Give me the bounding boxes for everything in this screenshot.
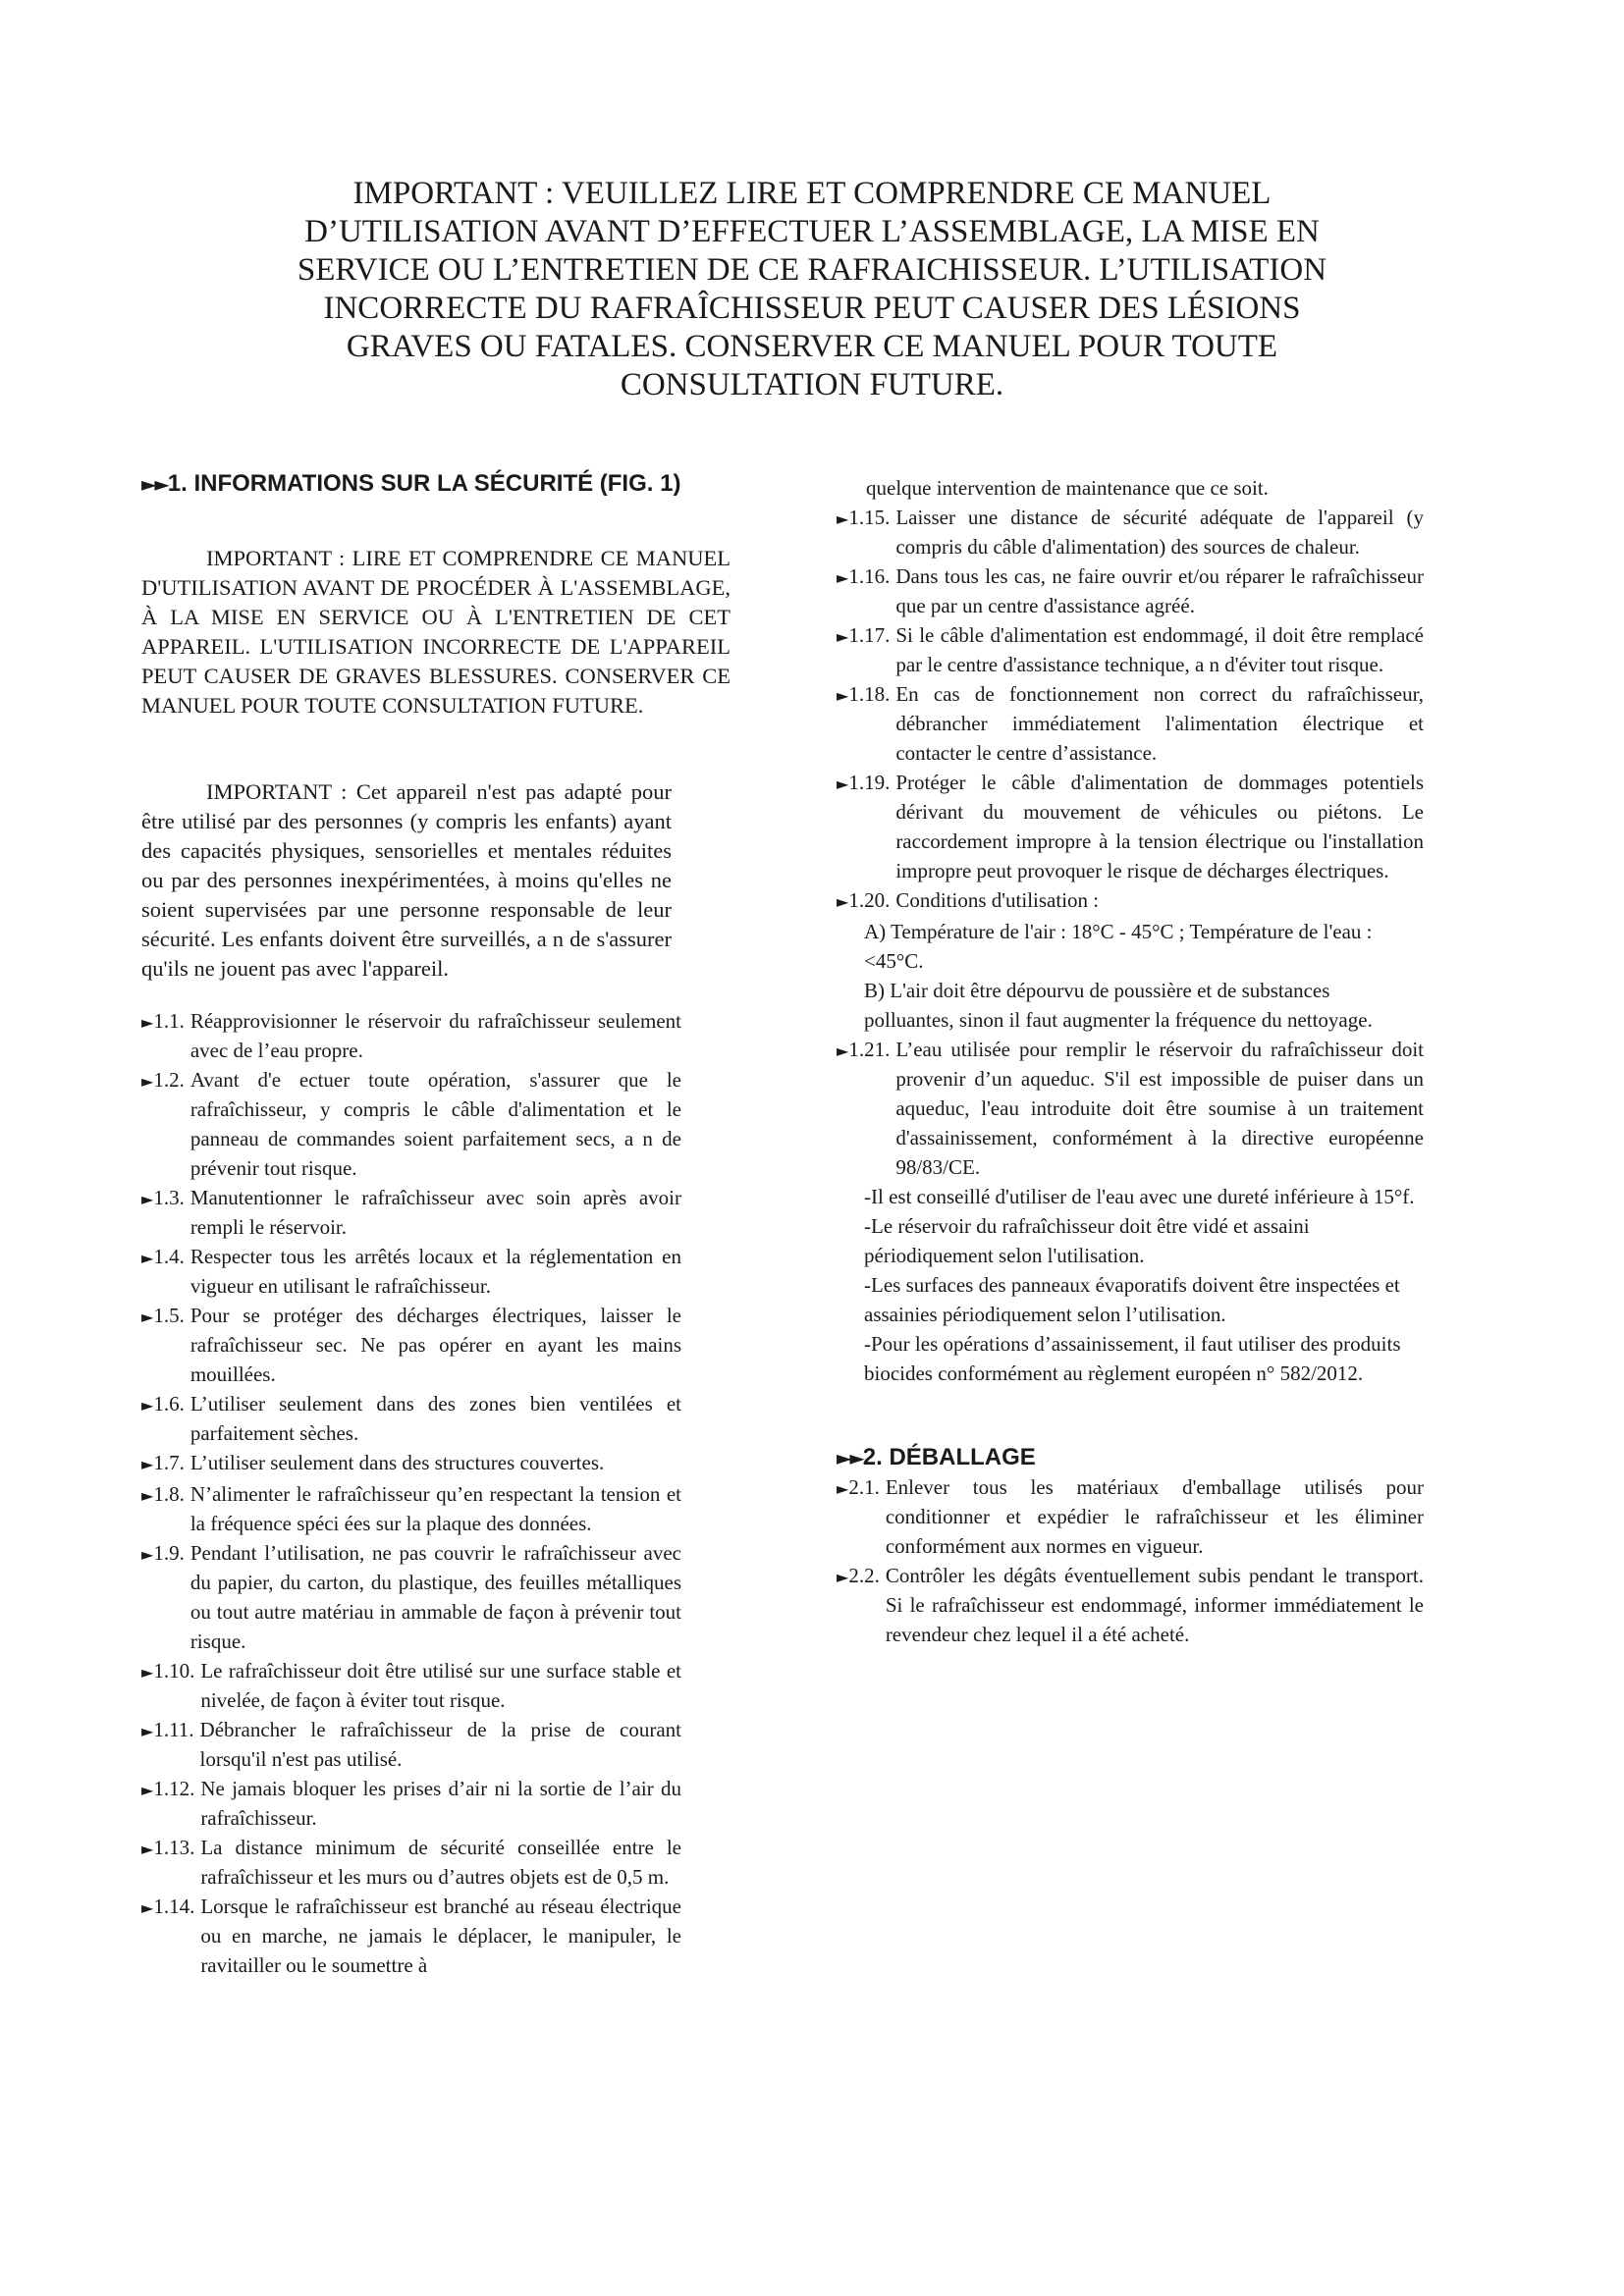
banner-line: GRAVES OU FATALES. CONSERVER CE MANUEL POUR TOUTE (346, 329, 1278, 364)
list-item: ►1.8. N’alimenter le rafraîchisseur qu’en respectant la tension et la fréquence spéci ées sur la plaque des données. (141, 1481, 681, 1535)
section-2-title: 2. DÉBALLAGE (862, 1444, 1036, 1470)
bullet-arrow-icon: ► (141, 1189, 154, 1208)
list-item: ►1.15. Laisser une distance de sécurité adéquate de l'appareil (y compris du câble d'alimentation) des sources de chaleur. (837, 506, 1424, 559)
bullet-arrow-icon: ► (837, 686, 849, 705)
list-item: ►1.9. Pendant l’utilisation, ne pas couvrir le rafraîchisseur avec du papier, du carton, du plastique, des feuilles métalliques ou tout autre matériau in ammable de façon à prévenir tout risque. (141, 1540, 681, 1653)
bullet-arrow-icon: ► (141, 1454, 154, 1473)
arrows-icon: ►► (837, 1446, 863, 1469)
condition-b: B) L'air doit être dépourvu de poussière et de substances polluantes, sinon il faut augmenter la fréquence du nettoyage. (864, 979, 1373, 1032)
left-column (141, 469, 731, 1980)
list-item: ►1.20. Conditions d'utilisation : (837, 888, 1100, 912)
bullet-arrow-icon: ► (837, 509, 849, 528)
banner-line: INCORRECTE DU RAFRAÎCHISSEUR PEUT CAUSER DES LÉSIONS (323, 291, 1301, 326)
list-item: ►1.14. Lorsque le rafraîchisseur est branché au réseau électrique ou en marche, ne jamais le déplacer, le manipuler, le ravitailler ou le soumettre à (141, 1894, 681, 1977)
bullet-arrow-icon: ► (141, 1780, 154, 1799)
section-2-heading (837, 1443, 1424, 1472)
bullet-arrow-icon: ► (141, 1662, 154, 1682)
bullet-arrow-icon: ► (837, 627, 849, 646)
list-item: ►1.1. Réapprovisionner le réservoir du rafraîchisseur seulement avec de l’eau propre. (141, 1008, 681, 1062)
list-item: ►2.1. Enlever tous les matériaux d'emballage utilisés pour conditionner et expédier le rafraîchisseur et les éliminer conformément aux normes en vigueur. (837, 1475, 1424, 1558)
list-item: ►1.10. Le rafraîchisseur doit être utilisé sur une surface stable et nivelée, de façon à éviter tout risque. (141, 1658, 681, 1712)
list-item: ►1.17. Si le câble d'alimentation est endommagé, il doit être remplacé par le centre d'assistance technique, a n d'éviter tout risque. (837, 623, 1424, 676)
bullet-arrow-icon: ► (837, 1041, 849, 1060)
item-1-14-continuation: quelque intervention de maintenance que ce soit. (866, 476, 1269, 500)
list-item: ►1.12. Ne jamais bloquer les prises d’air ni la sortie de l’air du rafraîchisseur. (141, 1776, 681, 1830)
bullet-arrow-icon: ► (141, 1485, 154, 1505)
list-item: ►2.2. Contrôler les dégâts éventuellement subis pendant le transport. Si le rafraîchisseur est endommagé, informer immédiatement le revendeur chez lequel il a été acheté. (837, 1564, 1424, 1646)
list-item: ►1.21. L’eau utilisée pour remplir le réservoir du rafraîchisseur doit provenir d’un aqueduc. S'il est impossible de puiser dans un aqueduc, l'eau introduite doit être soumise à un traitement d'assainissement, conformément à la directive européenne 98/83/CE. (837, 1038, 1424, 1179)
note-item: -Pour les opérations d’assainissement, il faut utiliser des produits biocides conformément au règlement européen n° 582/2012. (864, 1332, 1401, 1385)
list-item: ►1.3. Manutentionner le rafraîchisseur avec soin après avoir rempli le réservoir. (141, 1185, 681, 1239)
list-item: ►1.13. La distance minimum de sécurité conseillée entre le rafraîchisseur et les murs ou d’autres objets est de 0,5 m. (141, 1835, 681, 1889)
bullet-arrow-icon: ► (837, 1568, 849, 1586)
list-item: ►1.18. En cas de fonctionnement non correct du rafraîchisseur, débrancher immédiatement l'alimentation électrique et contacter le centre d’assistance. (837, 682, 1424, 765)
bullet-arrow-icon: ► (837, 774, 849, 793)
banner-line: IMPORTANT : VEUILLEZ LIRE ET COMPRENDRE CE MANUEL (352, 176, 1272, 211)
section-1-title: 1. INFORMATIONS SUR LA SÉCURITÉ (FIG. 1) (167, 470, 681, 497)
bullet-arrow-icon: ► (837, 1479, 849, 1498)
right-column (837, 473, 1424, 1649)
bullet-arrow-icon: ► (141, 1721, 154, 1740)
banner-line: D’UTILISATION AVANT D’EFFECTUER L’ASSEMBLAGE, LA MISE EN (304, 214, 1320, 249)
bullet-arrow-icon: ► (141, 1544, 154, 1564)
bullet-arrow-icon: ► (141, 1071, 154, 1091)
list-item: ►1.4. Respecter tous les arrêtés locaux et la réglementation en vigueur en utilisant le rafraîchisseur. (141, 1244, 681, 1298)
section-1-heading (141, 469, 731, 499)
banner-line: CONSULTATION FUTURE. (620, 367, 1004, 402)
list-item: ►1.7. L’utiliser seulement dans des structures couvertes. (141, 1450, 605, 1474)
list-item: ►1.19. Protéger le câble d'alimentation de dommages potentiels dérivant du mouvement de véhicules ou piétons. Le raccordement impropre à la tension électrique ou l'installation impropre peut provoquer le risque de décharges électriques. (837, 771, 1424, 882)
intro-children-paragraph: IMPORTANT : Cet appareil n'est pas adapté pour être utilisé par des personnes (y compris les enfants) ayant des capacités physiques, sensorielles et mentales réduites ou par des personnes inexpérimentées, à moins qu'elles ne soient supervisées par une personne responsable de leur sécurité. Les enfants doivent être surveillés, a n de s'assurer qu'ils ne jouent pas avec l'appareil. (141, 779, 672, 981)
bullet-arrow-icon: ► (141, 1839, 154, 1858)
note-item: -Le réservoir du rafraîchisseur doit être vidé et assaini périodiquement selon l'utilisation. (864, 1214, 1310, 1267)
bullet-arrow-icon: ► (141, 1307, 154, 1326)
list-item: ►1.11. Débrancher le rafraîchisseur de la prise de courant lorsqu'il n'est pas utilisé. (141, 1717, 681, 1771)
bullet-arrow-icon: ► (141, 1395, 154, 1415)
note-item: -Les surfaces des panneaux évaporatifs doivent être inspectées et assainies périodiquement selon l’utilisation. (864, 1273, 1400, 1326)
condition-a: A) Température de l'air : 18°C - 45°C ; Température de l'eau : <45°C. (864, 920, 1373, 973)
important-banner (147, 175, 1477, 404)
bullet-arrow-icon: ► (837, 568, 849, 587)
list-item: ►1.2. Avant d'e ectuer toute opération, s'assurer que le rafraîchisseur, y compris le câble d'alimentation et le panneau de commandes soient parfaitement secs, a n de prévenir tout risque. (141, 1067, 681, 1180)
safety-list-left (141, 1006, 681, 1980)
note-item: -Il est conseillé d'utiliser de l'eau avec une dureté inférieure à 15°f. (864, 1185, 1415, 1208)
bullet-arrow-icon: ► (141, 1012, 154, 1032)
banner-line: SERVICE OU L’ENTRETIEN DE CE RAFRAICHISSEUR. L’UTILISATION (297, 252, 1327, 288)
intro-important-paragraph: IMPORTANT : LIRE ET COMPRENDRE CE MANUEL D'UTILISATION AVANT DE PROCÉDER À L'ASSEMBLAGE, À LA MISE EN SERVICE OU À L'ENTRETIEN DE CET APPAREIL. L'UTILISATION INCORRECTE DE L'APPAREIL PEUT CAUSER DE GRAVES BLESSURES. CONSERVER CE MANUEL POUR TOUTE CONSULTATION FUTURE. (141, 546, 731, 718)
bullet-arrow-icon: ► (141, 1248, 154, 1267)
arrows-icon: ►► (141, 472, 168, 496)
list-item: ►1.16. Dans tous les cas, ne faire ouvrir et/ou réparer le rafraîchisseur que par un centre d'assistance agréé. (837, 564, 1424, 617)
list-item: ►1.5. Pour se protéger des décharges électriques, laisser le rafraîchisseur sec. Ne pas opérer en ayant les mains mouillées. (141, 1303, 681, 1386)
bullet-arrow-icon: ► (141, 1897, 154, 1917)
list-item: ►1.6. L’utiliser seulement dans des zones bien ventilées et parfaitement sèches. (141, 1391, 681, 1445)
bullet-arrow-icon: ► (837, 892, 849, 911)
